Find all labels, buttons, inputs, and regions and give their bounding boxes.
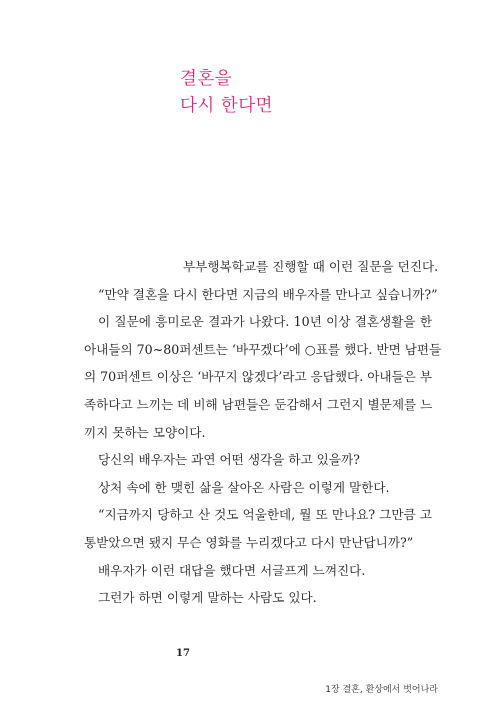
paragraph-line: 이 질문에 흥미로운 결과가 나왔다. 10년 이상 결혼생활을 한 bbox=[98, 314, 432, 330]
paragraph-line: 당신의 배우자는 과연 어떤 생각을 하고 있을까? bbox=[98, 452, 360, 468]
body-text bbox=[84, 253, 442, 612]
paragraph-line: “만약 결혼을 다시 한다면 지금의 배우자를 만나고 싶습니까?” bbox=[98, 286, 438, 302]
running-footer: 1장 결혼, 환상에서 벗어나라 bbox=[325, 685, 438, 695]
paragraph-line: 그런가 하면 이렇게 말하는 사람도 있다. bbox=[98, 590, 317, 606]
chapter-title-line-2: 다시 한다면 bbox=[180, 96, 274, 116]
paragraph-line: 통받았으면 됐지 무슨 영화를 누리겠다고 다시 만난답니까?” bbox=[84, 534, 414, 550]
paragraph-line: “지금까지 당하고 산 것도 억울한데, 뭘 또 만나요? 그만큼 고 bbox=[98, 507, 432, 523]
paragraph-line: 끼지 못하는 모양이다. bbox=[84, 424, 206, 440]
paragraph-line: 상처 속에 한 맺힌 삶을 살아온 사람은 이렇게 말한다. bbox=[98, 479, 390, 495]
page-number: 17 bbox=[176, 648, 190, 659]
paragraph-line: 아내들의 70~80퍼센트는 ‘바꾸겠다’에 ○표를 했다. 반면 남편들 bbox=[84, 341, 442, 357]
paragraph-line: 배우자가 이런 대답을 했다면 서글프게 느껴진다. bbox=[98, 562, 366, 578]
paragraph-line: 의 70퍼센트 이상은 ‘바꾸지 않겠다’라고 응답했다. 아내들은 부 bbox=[84, 369, 433, 385]
chapter-title bbox=[180, 66, 420, 120]
paragraph-line: 부부행복학교를 진행할 때 이런 질문을 던진다. bbox=[183, 259, 439, 274]
chapter-title-line-1: 결혼을 bbox=[180, 69, 233, 89]
paragraph-line: 족하다고 느끼는 데 비해 남편들은 둔감해서 그런지 별문제를 느 bbox=[84, 396, 433, 412]
